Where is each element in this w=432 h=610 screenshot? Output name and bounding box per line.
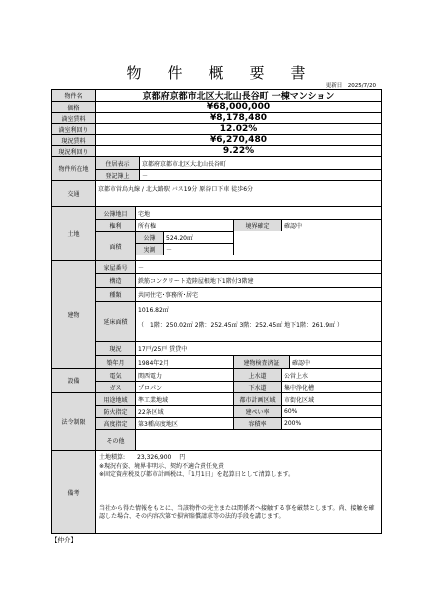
current-yield-value: 9.22% [222, 146, 255, 156]
price-row [52, 101, 381, 112]
registry-area-value: 524.20㎡ [164, 231, 234, 243]
height-label: 高度指定 [96, 417, 136, 429]
zoning-value: 宅地 [138, 210, 151, 218]
sewer-value: 集中浄化槽 [282, 381, 381, 393]
building-type-label: 種類 [96, 287, 136, 301]
current-rent-label: 現況賃料 [52, 135, 96, 145]
price-value: ¥68,000,000 [206, 102, 271, 112]
property-name-value: 京都府京都市北区大北山長谷町 一棟マンション [142, 92, 335, 102]
gas-value: プロパン [136, 381, 234, 393]
fire-label: 防火指定 [96, 405, 136, 417]
building-section [52, 260, 381, 368]
house-number-label: 家屋番号 [96, 261, 136, 273]
remarks-section [52, 450, 381, 533]
plan-value: 市街化区域 [284, 396, 315, 404]
current-rent-row [52, 134, 381, 145]
other-label: その他 [96, 429, 136, 451]
inspection-value: 確認中 [290, 355, 381, 369]
updated-date: 更新日 2025/7/20 [325, 83, 376, 89]
full-yield-label: 満室利回り [52, 124, 96, 134]
electric-label: 電気 [96, 369, 136, 381]
use-value: 準工業地域 [136, 393, 234, 405]
transport-value: 京都市営烏丸線 / 北大路駅 バス19分 原谷口下車 徒歩6分 [98, 185, 254, 193]
electric-value: 関西電力 [136, 369, 234, 381]
building-type-value: 共同住宅･事務所･居宅 [136, 287, 381, 301]
remarks-land-valuation: 土地積算: 23,326,900 円 [99, 454, 186, 461]
zoning-label: 公簿地目 [96, 207, 136, 219]
building-label: 建物 [52, 261, 96, 368]
page-title: 物件概要書 [126, 64, 332, 82]
location-section [52, 156, 381, 180]
sewer-label: 下水道 [234, 381, 282, 393]
floor-breakdown: （ 1階：250.02㎡ 2階：252.45㎡ 3階：252.45㎡ 地下1階：261.9㎡ ） [138, 321, 344, 329]
property-name-row [52, 90, 381, 101]
water-label: 上水道 [234, 369, 282, 381]
remarks-tax-note: ※固定資産税及び都市計画税は、「1月1日」を起算日として清算します。 [99, 471, 295, 479]
plan-label: 都市計画区域 [234, 393, 282, 405]
broker-label: 【仲介】 [51, 536, 77, 544]
facilities-label: 設備 [52, 369, 96, 392]
rights-label: 権利 [96, 219, 136, 231]
built-value: 1984年2月 [136, 355, 234, 369]
boundary-value: 確認中 [282, 219, 381, 231]
fire-value: 22条区域 [136, 405, 234, 417]
land-section [52, 206, 381, 260]
remarks-label: 備考 [52, 451, 96, 533]
bcr-value: 60% [282, 405, 381, 417]
current-yield-row [52, 145, 381, 156]
full-rent-label: 満室賃料 [52, 113, 96, 123]
full-rent-value: ¥8,178,480 [210, 113, 267, 123]
full-yield-row [52, 123, 381, 134]
transport-label: 交通 [52, 181, 96, 206]
address-label: 住居表示 [96, 157, 140, 169]
boundary-label: 境界確定 [234, 219, 282, 231]
bcr-label: 建ぺい率 [234, 405, 282, 417]
rights-value: 所有権 [136, 219, 234, 231]
floor-area-label: 延床面積 [96, 301, 136, 341]
registry-value: － [140, 169, 381, 181]
status-value: 17戸/25戸 賃貸中 [136, 341, 381, 355]
facilities-section [52, 368, 381, 392]
water-value: 公営上水 [284, 372, 309, 380]
land-label: 土地 [52, 207, 96, 260]
built-label: 築年月 [96, 355, 136, 369]
current-rent-value: ¥6,270,480 [210, 135, 267, 145]
measured-value: － [164, 243, 234, 255]
regulations-label: 法令制限 [52, 393, 96, 450]
registry-label: 登記簿上 [96, 169, 140, 181]
measured-label: 実測 [136, 243, 164, 255]
floor-area-value: 1016.82㎡ [136, 301, 381, 317]
current-yield-label: 現況利回り [52, 146, 96, 156]
remarks-disclaimer: ※現況有姿、境界非明示、契約不適合責任免責 [99, 462, 225, 470]
use-label: 用途地域 [96, 393, 136, 405]
house-number-value: － [138, 264, 145, 272]
property-sheet [51, 89, 382, 534]
property-name-label: 物件名 [52, 90, 96, 101]
remarks-body [99, 454, 378, 522]
structure-value: 鉄筋コンクリート造陸屋根地下1階付3階建 [136, 273, 381, 287]
gas-label: ガス [96, 381, 136, 393]
full-rent-row [52, 112, 381, 123]
regulations-section [52, 392, 381, 450]
other-value [136, 429, 381, 451]
height-value: 第3種高度地区 [136, 417, 234, 429]
status-label: 現況 [96, 341, 136, 355]
structure-label: 構造 [96, 273, 136, 287]
address-value: 京都府京都市北区大北山長谷町 [142, 160, 227, 168]
location-label: 物件所在地 [52, 157, 96, 180]
far-label: 容積率 [234, 417, 282, 429]
area-label: 面積 [96, 231, 136, 261]
inspection-label: 建物検査済証 [234, 355, 290, 369]
full-yield-value: 12.02% [219, 124, 258, 134]
price-label: 価格 [52, 102, 96, 112]
registry-area-label: 公簿 [136, 231, 164, 243]
transport-section [52, 180, 381, 206]
remarks-contact-warning: 当社から得た情報をもとに、当該物件の売主または関係者へ接触する事を厳禁とします。尚、接触を確認した場合、その内容次第で損害賠償請求等の法的手段を講じます。 [99, 504, 375, 521]
far-value: 200% [282, 417, 381, 429]
